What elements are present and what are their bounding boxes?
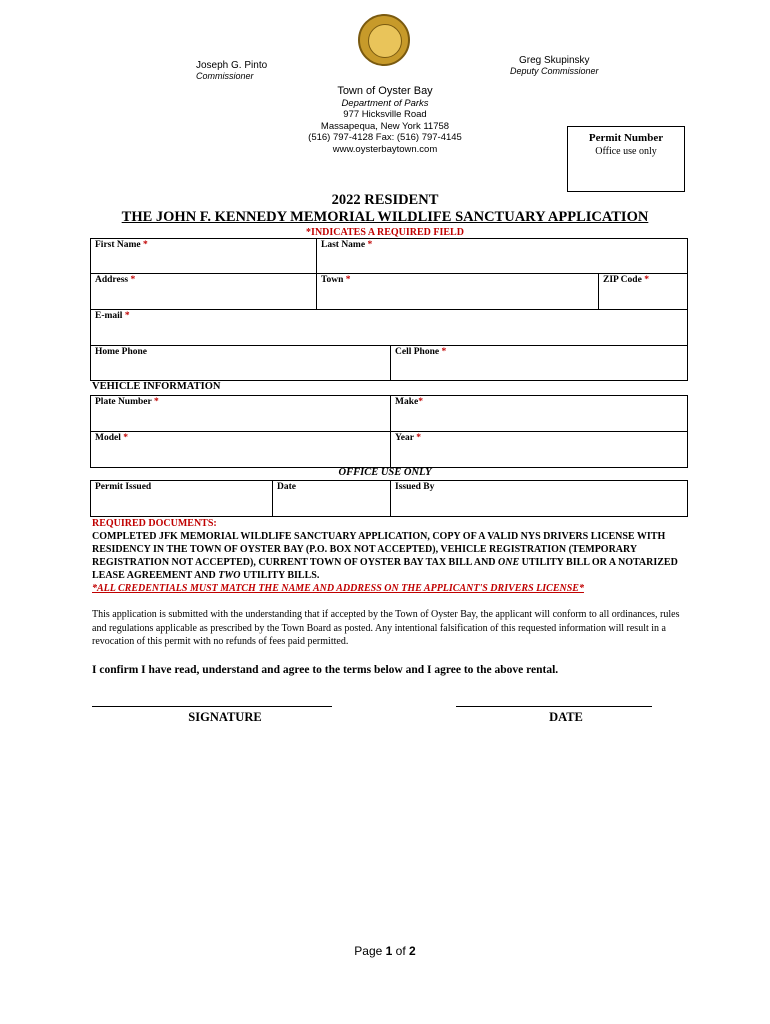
documents-heading: REQUIRED DOCUMENTS: [92,518,217,529]
date-field[interactable]: Date [273,481,391,517]
street-address: 977 Hicksville Road [343,109,427,120]
website[interactable]: www.oysterbaytown.com [332,143,438,155]
signature-line[interactable] [92,706,332,707]
first-name-field[interactable]: First Name * [91,239,317,274]
signature-label: SIGNATURE [188,710,262,724]
cell-phone-field[interactable]: Cell Phone * [391,346,688,381]
town-field[interactable]: Town * [317,274,599,310]
address-field[interactable]: Address * [91,274,317,310]
page-title [0,209,770,226]
commissioner-block [196,60,267,81]
page-title-text: THE JOHN F. KENNEDY MEMORIAL WILDLIFE SANCTUARY APPLICATION [121,209,649,225]
credentials-note: *ALL CREDENTIALS MUST MATCH THE NAME AND ADDRESS ON THE APPLICANT'S DRIVERS LICENSE* [92,583,584,594]
city-address: Massapequa, New York 11758 [320,120,450,132]
page-title-year: 2022 RESIDENT [331,192,439,208]
home-phone-field[interactable]: Home Phone [91,346,391,381]
phone-table [90,345,688,381]
permit-number-label: Permit Number [588,132,664,144]
year-field[interactable]: Year * [391,432,688,468]
department-name: Department of Parks [341,97,429,109]
required-field-note: *INDICATES A REQUIRED FIELD [306,227,464,238]
date-line[interactable] [456,706,652,707]
date-label: DATE [549,710,583,724]
vehicle-section-heading: VEHICLE INFORMATION [92,381,221,392]
town-seal-icon [358,14,410,66]
permit-number-box [567,126,685,192]
page-number: Page 1 of 2 [354,944,416,958]
email-field[interactable]: E-mail * [91,310,688,346]
confirm-statement: I confirm I have read, understand and agree to the terms below and I agree to the above rental. [92,664,559,676]
required-documents [92,517,682,595]
zip-code-field[interactable]: ZIP Code * [599,274,688,310]
issued-by-field[interactable]: Issued By [391,481,688,517]
office-use-heading: OFFICE USE ONLY [338,467,432,478]
deputy-title: Deputy Commissioner [510,66,599,76]
commissioner-name: Joseph G. Pinto [196,60,268,71]
deputy-block [510,55,599,76]
town-name: Town of Oyster Bay [337,85,433,97]
vehicle-info-table [90,395,688,468]
office-use-note: Office use only [595,146,657,157]
phone-fax: (516) 797-4128 Fax: (516) 797-4145 [308,132,462,143]
documents-list: COMPLETED JFK MEMORIAL WILDLIFE SANCTUARY APPLICATION, COPY OF A VALID NYS DRIVERS LICENSE WITH RESIDENCY IN THE TOWN OF OYSTER BAY (P.O. BOX NOT ACCEPTED), VEHICLE REGISTRATION (TEMPORARY REGISTRATION NOT ACCEPTED), CURRENT TOWN OF OYSTER BAY TAX BILL AND ONE UTILITY BILL OR A NOTARIZED LEASE AGREEMENT AND TWO UTILITY BILLS. [92,531,678,581]
office-use-table [90,480,688,517]
last-name-field[interactable]: Last Name * [317,239,688,274]
personal-info-table [90,238,688,346]
disclaimer-text: This application is submitted with the understanding that if accepted by the Town of Oyster Bay, the applicant will conform to all ordinances, rules and regulations applicable as prescribed by the Town Board as posted. Any intentional falsification of this requested information will result in a revocation of this permit with no refunds of fees paid permitted. [92,609,680,647]
model-field[interactable]: Model * [91,432,391,468]
permit-issued-field[interactable]: Permit Issued [91,481,273,517]
commissioner-title: Commissioner [196,71,254,81]
plate-number-field[interactable]: Plate Number * [91,396,391,432]
department-address [290,86,480,155]
make-field[interactable]: Make* [391,396,688,432]
deputy-name: Greg Skupinsky [518,55,590,66]
